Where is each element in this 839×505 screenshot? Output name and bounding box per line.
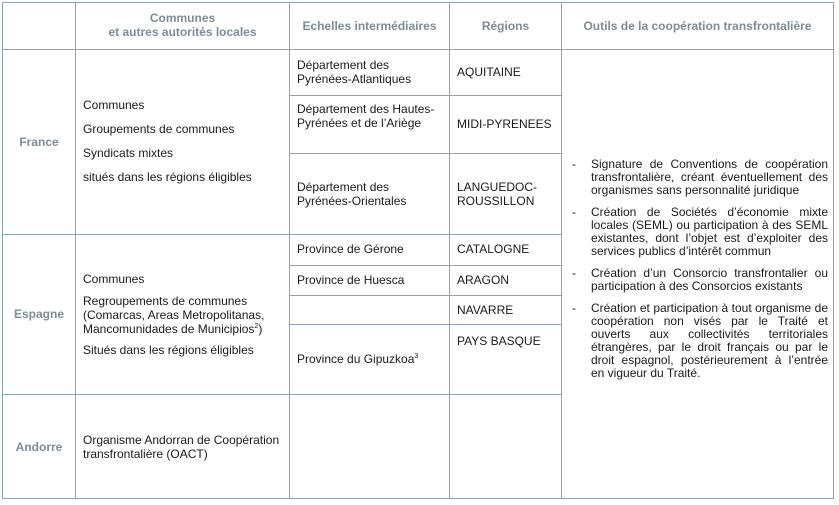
espagne-andorre-divider	[2, 394, 561, 395]
espagne-communes-item	[83, 294, 288, 336]
column-divider	[449, 2, 450, 499]
outils-list-item	[568, 302, 828, 380]
echelle-gipuzkoa-text: Province du Gipuzkoa	[297, 352, 415, 366]
header-outils: Outils de la coopération transfrontalière	[583, 19, 812, 33]
footnote-marker: 3	[414, 353, 419, 360]
dash-bullet: -	[572, 205, 576, 219]
echelle-cell: Province de Gérone	[297, 242, 404, 256]
table-border-left	[2, 2, 3, 499]
region-cell: LANGUEDOC-ROUSSILLON	[457, 180, 538, 208]
outils-list-item	[568, 267, 828, 293]
column-divider	[75, 2, 76, 499]
row-divider	[289, 295, 561, 296]
footnote-marker: 2	[254, 323, 259, 330]
echelle-cell: Département des Pyrénées-Orientales	[297, 180, 407, 208]
echelle-cell: Département des Hautes-Pyrénées et de l’Ariège	[297, 102, 435, 130]
country-andorre: Andorre	[15, 440, 63, 454]
table-border-right	[833, 2, 834, 499]
row-divider	[289, 95, 561, 96]
header-echelles: Echelles intermédiaires	[302, 19, 437, 33]
region-cell: CATALOGNE	[457, 242, 530, 256]
header-communes-line1: Communes	[149, 11, 216, 25]
outils-list	[568, 158, 828, 389]
dash-bullet: -	[572, 266, 576, 280]
region-cell: MIDI-PYRENEES	[457, 117, 552, 131]
dash-bullet: -	[572, 301, 576, 315]
header-divider	[2, 49, 834, 50]
outils-item-text: Signature de Conventions de coopération transfrontalière, créant éventuellement des organismes sans personnalité juridique	[591, 157, 828, 197]
france-communes-item: Communes	[83, 98, 145, 112]
region-cell: NAVARRE	[457, 303, 514, 317]
espagne-communes-item: Communes	[83, 272, 145, 286]
outils-item-text: Création et participation à tout organisme de coopération non visés par le Traité et ouverts aux collectivités territoriales étrangères, par le droit français ou par le droit espagnol, postérieurement à l’entrée en vigueur du Traité.	[591, 301, 828, 380]
region-cell: AQUITAINE	[457, 65, 521, 79]
header-regions: Régions	[481, 19, 530, 33]
table-border-top	[2, 2, 834, 3]
france-communes-item: Syndicats mixtes	[83, 146, 174, 160]
echelle-cell: Département des Pyrénées-Atlantiques	[297, 58, 412, 86]
espagne-communes-item: Situés dans les régions éligibles	[83, 343, 254, 357]
table-border-bottom	[2, 498, 834, 499]
country-france: France	[19, 135, 59, 149]
france-communes-item: situés dans les régions éligibles	[83, 170, 252, 184]
echelle-cell: Province de Huesca	[297, 273, 405, 287]
echelle-cell	[297, 352, 418, 366]
outils-item-text: Création de Sociétés d’économie mixte locales (SEML) ou participation à des SEML existantes, dont l’objet est d’exploiter des services publics d’intérêt commun	[591, 205, 828, 258]
region-cell: ARAGON	[457, 273, 510, 287]
header-communes	[76, 11, 289, 39]
outils-list-item	[568, 206, 828, 258]
row-divider	[289, 265, 561, 266]
outils-list-item	[568, 158, 828, 197]
closing-parenthesis: )	[258, 322, 263, 336]
country-espagne: Espagne	[13, 307, 64, 321]
andorre-communes-item: Organisme Andorran de Coopération transfrontalière (OACT)	[83, 433, 280, 461]
espagne-regroupements-text: Regroupements de communes (Comarcas, Areas Metropolitanas, Mancomunidades de Municipios	[83, 294, 265, 336]
row-divider	[289, 324, 561, 325]
column-divider	[561, 2, 562, 499]
dash-bullet: -	[572, 157, 576, 171]
region-cell: PAYS BASQUE	[457, 334, 541, 348]
outils-item-text: Création d’un Consorcio transfrontalier ou participation à des Consorcios existants	[591, 266, 828, 293]
header-communes-line2: et autres autorités locales	[108, 25, 257, 39]
france-espagne-divider	[2, 234, 561, 235]
france-communes-item: Groupements de communes	[83, 122, 235, 136]
row-divider	[289, 153, 561, 154]
column-divider	[289, 2, 290, 499]
